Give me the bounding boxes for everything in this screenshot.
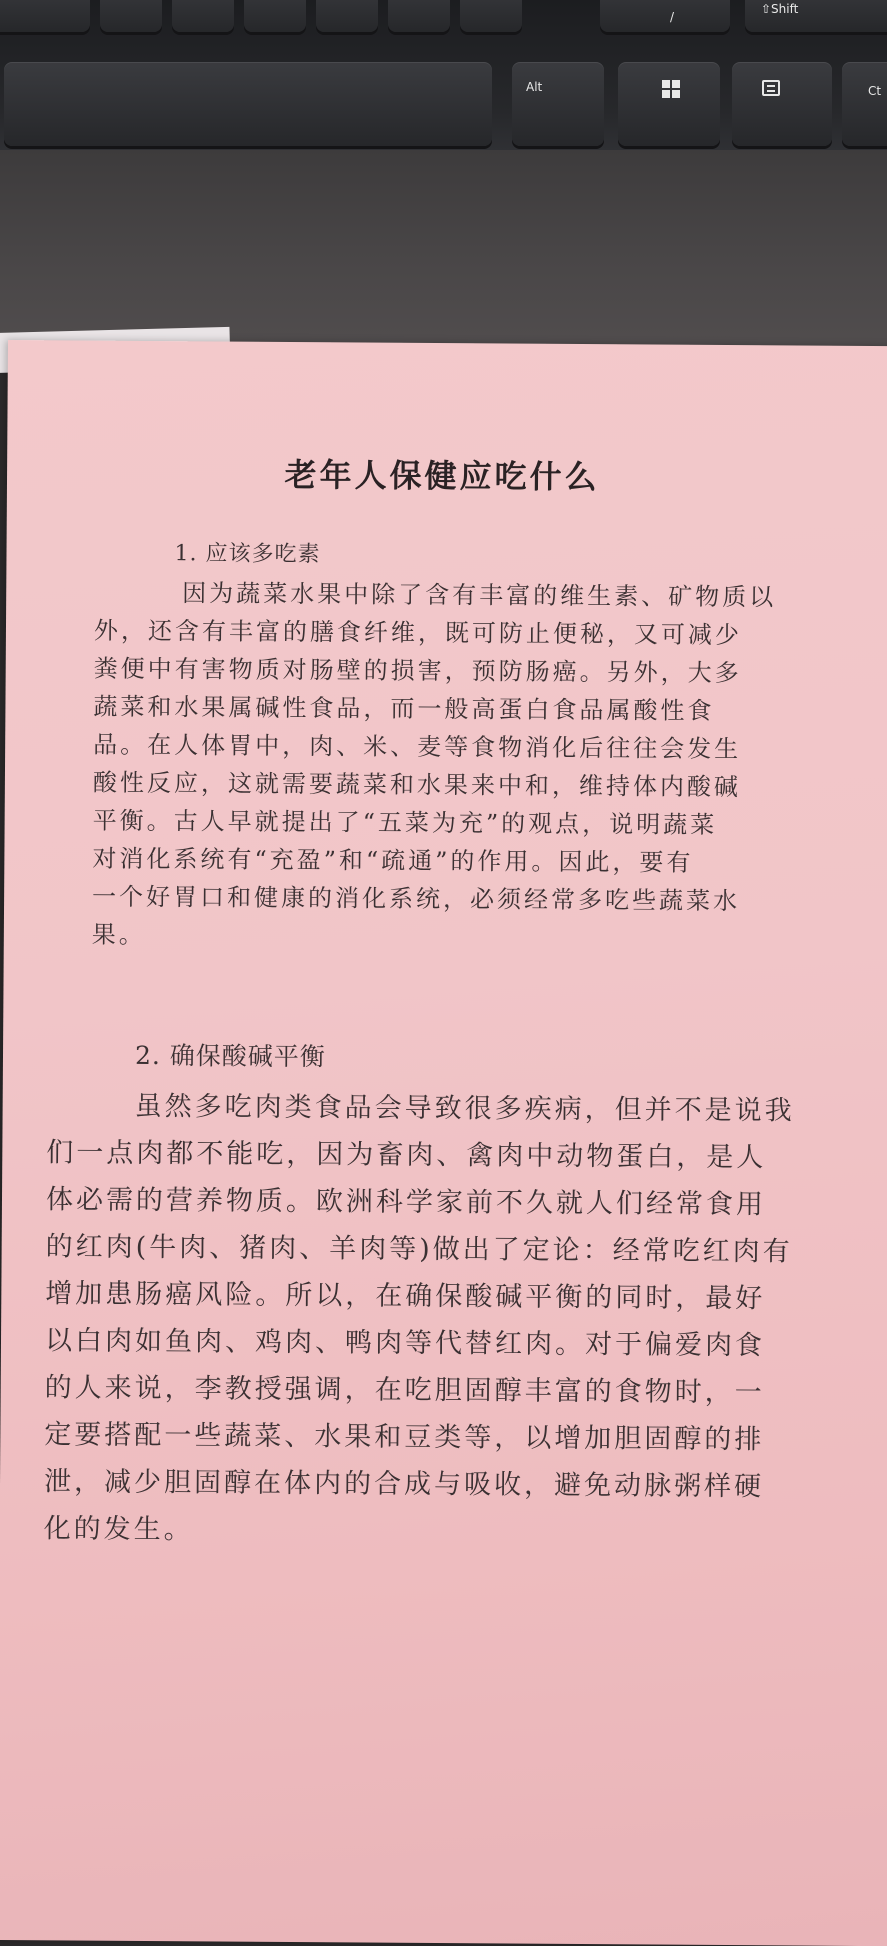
key-top-2[interactable] (100, 0, 162, 32)
key-top-4[interactable] (244, 0, 306, 32)
key-shift[interactable] (745, 0, 887, 32)
section-2-paragraph (44, 1082, 795, 1557)
paragraph-line: 一个好胃口和健康的消化系统，必须经常多吃些蔬菜水 (92, 882, 741, 916)
section-2-heading: 2. 确保酸碱平衡 (134, 1040, 326, 1072)
paragraph-line: 对消化系统有“充盈”和“疏通”的作用。因此，要有 (92, 844, 694, 877)
paragraph-line: 品。在人体胃中，肉、米、麦等食物消化后往往会发生 (93, 730, 742, 764)
key-slash[interactable] (600, 0, 730, 32)
paragraph-line: 酸性反应，这就需要蔬菜和水果来中和，维持体内酸碱 (92, 768, 741, 802)
paragraph-line: 果。 (91, 920, 146, 949)
paragraph-line: 体必需的营养物质。欧洲科学家前不久就人们经常食用 (45, 1184, 767, 1221)
paragraph-line: 化的发生。 (43, 1513, 194, 1546)
key-top-5[interactable] (316, 0, 378, 32)
document-title: 老年人保健应吃什么 (284, 455, 600, 497)
key-shift-label: ⇧Shift (761, 2, 799, 16)
paragraph-line: 泄，减少胆固醇在体内的合成与吸收，避免动脉粥样硬 (43, 1466, 765, 1503)
desk-surface (0, 150, 887, 350)
paragraph-line: 增加患肠癌风险。所以，在确保酸碱平衡的同时，最好 (45, 1278, 766, 1315)
menu-icon (762, 80, 780, 96)
section-1-heading: 1. 应该多吃素 (174, 541, 321, 568)
key-top-7[interactable] (460, 0, 522, 32)
paragraph-line: 以白肉如鱼肉、鸡肉、鸭肉等代替红肉。对于偏爱肉食 (44, 1325, 766, 1362)
paragraph-line: 的红肉(牛肉、猪肉、羊肉等)做出了定论：经常吃红肉有 (45, 1231, 793, 1268)
key-menu[interactable] (732, 62, 832, 146)
key-alt-label: Alt (526, 80, 543, 94)
paragraph-line: 因为蔬菜水果中除了含有丰富的维生素、矿物质以 (182, 579, 777, 612)
key-ctrl-label: Ct (868, 84, 882, 98)
paragraph-line: 定要搭配一些蔬菜、水果和豆类等，以增加胆固醇的排 (44, 1419, 765, 1456)
key-spacebar[interactable] (4, 62, 492, 146)
paragraph-line: 蔬菜和水果属碱性食品，而一般高蛋白食品属酸性食 (93, 692, 715, 725)
section-1-paragraph (92, 574, 777, 959)
key-top-6[interactable] (388, 0, 450, 32)
paragraph-line: 外，还含有丰富的膳食纤维，既可防止便秘，又可减少 (93, 616, 743, 650)
paper-page (0, 340, 887, 1946)
paragraph-line: 虽然多吃肉类食品会导致很多疾病，但并不是说我 (134, 1090, 795, 1127)
paragraph-line: 们一点肉都不能吃，因为畜肉、禽肉中动物蛋白，是人 (46, 1137, 767, 1174)
key-top-3[interactable] (172, 0, 234, 32)
key-top-1[interactable] (0, 0, 90, 32)
keyboard (0, 0, 887, 160)
key-ctrl[interactable] (842, 62, 887, 146)
key-alt[interactable] (512, 62, 604, 146)
paragraph-line: 平衡。古人早就提出了“五菜为充”的观点，说明蔬菜 (92, 806, 718, 839)
windows-icon (662, 80, 680, 98)
key-slash-label: / (670, 10, 675, 24)
paragraph-line: 粪便中有害物质对肠壁的损害，预防肠癌。另外，大多 (93, 654, 742, 688)
paragraph-line: 的人来说，李教授强调，在吃胆固醇丰富的食物时，一 (44, 1372, 765, 1409)
key-windows[interactable] (618, 62, 720, 146)
